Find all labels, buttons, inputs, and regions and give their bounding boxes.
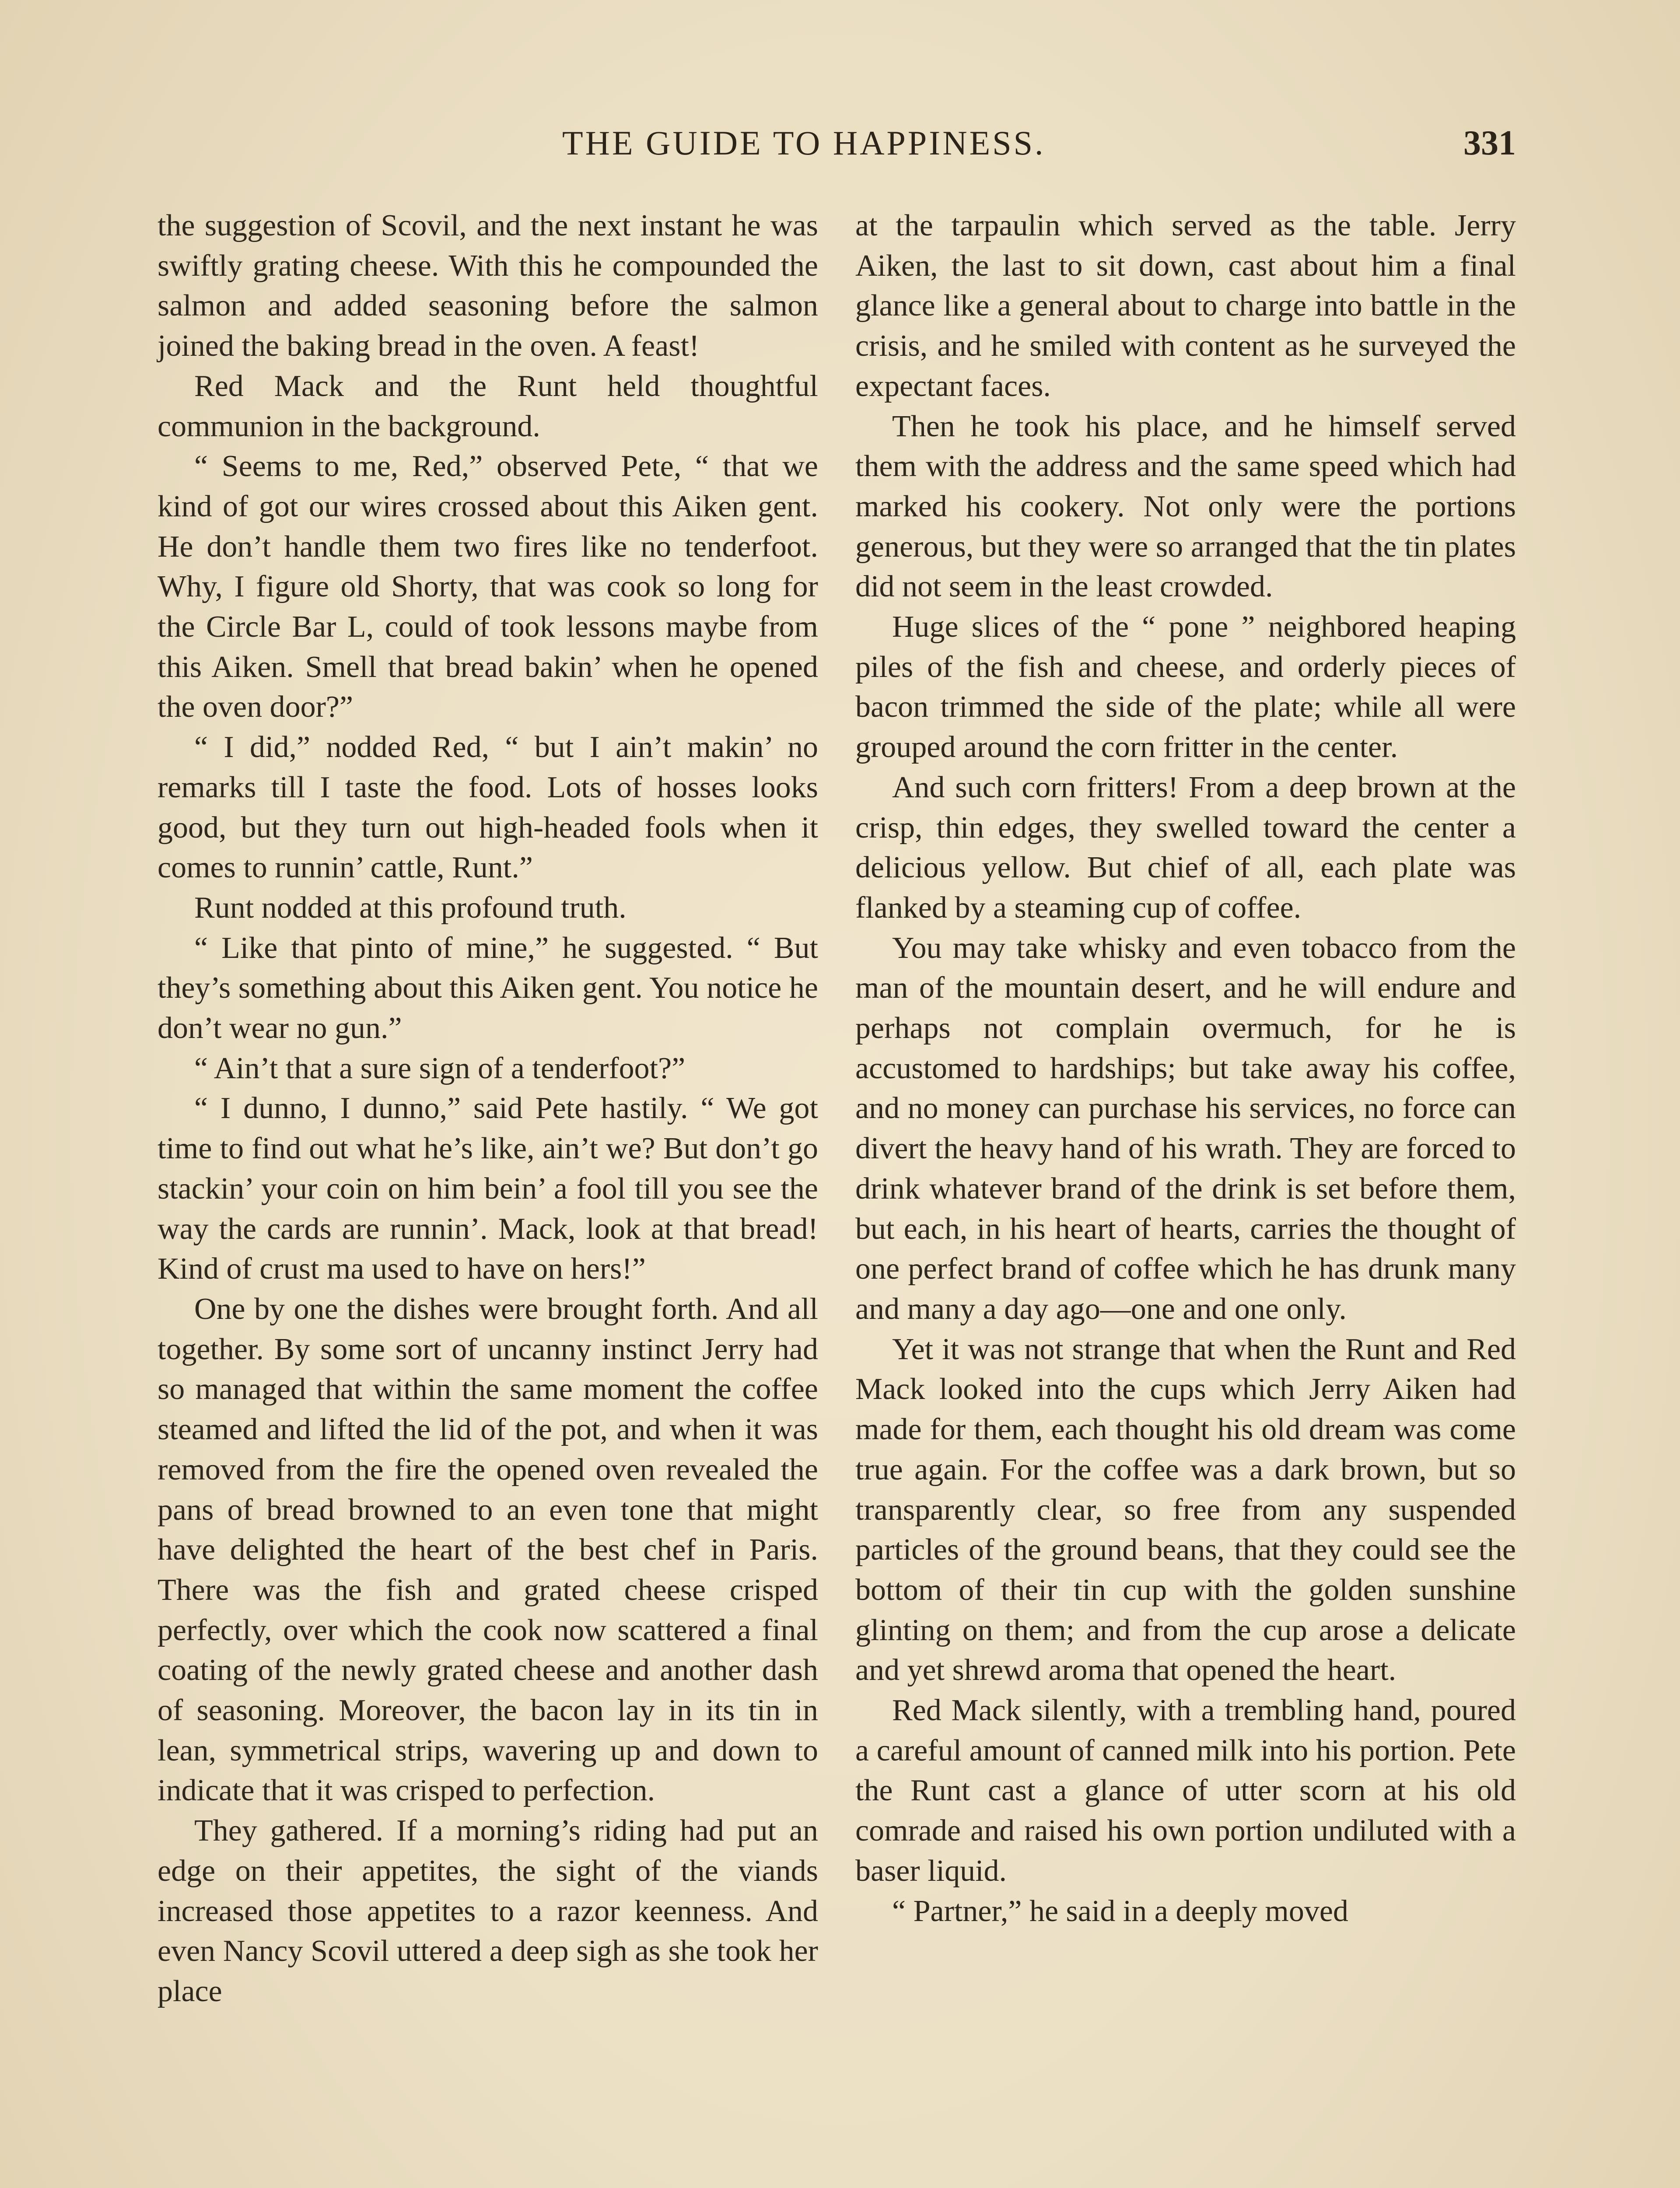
page-number: 331 [1463,124,1516,162]
paragraph: Huge slices of the “ pone ” neighbored heaping piles of the fish and cheese, and orderly pieces of bacon trimmed the side of the plate; while all were grouped around the corn fritter in the center. [855,610,1516,764]
left-text-column [158,206,818,2012]
paragraph: Red Mack and the Runt held thoughtful communion in the background. [158,369,818,443]
paragraph: “ I dunno, I dunno,” said Pete hastily. “ We got time to find out what he’s like, ain’t we? But don’t go stackin’ your coin on him bein’ a fool till you see the way the cards are runnin’. Mack, look at that bread! Kind of crust ma used to have on hers!” [158,1091,818,1286]
paragraph: One by one the dishes were brought forth. And all together. By some sort of uncanny instinct Jerry had so managed that within the same moment the coffee steamed and lifted the lid of the pot, and when it was removed from the fire the opened oven revealed the pans of bread browned to an even tone that might have delighted the heart of the best chef in Paris. There was the fish and grated cheese crisped perfectly, over which the cook now scattered a final coating of the newly grated cheese and another dash of seasoning. Moreover, the bacon lay in its tin in lean, symmetrical strips, wavering up and down to indicate that it was crisped to perfection. [158,1292,818,1808]
paragraph: at the tarpaulin which served as the table. Jerry Aiken, the last to sit down, cast about him a final glance like a general about to charge into battle in the crisis, and he smiled with content as he surveyed the expectant faces. [855,209,1516,403]
paragraph: You may take whisky and even tobacco from the man of the mountain desert, and he will endure and perhaps not complain overmuch, for he is accustomed to hardships; but take away his coffee, and no money can purchase his services, no force can divert the heavy hand of his wrath. They are forced to drink whatever brand of the drink is set before them, but each, in his heart of hearts, carries the thought of one perfect brand of coffee which he has drunk many and many a day ago—one and one only. [855,931,1516,1326]
paragraph: And such corn fritters! From a deep brown at the crisp, thin edges, they swelled toward the center a delicious yellow. But chief of all, each plate was flanked by a steaming cup of coffee. [855,770,1516,925]
paragraph: Yet it was not strange that when the Runt and Red Mack looked into the cups which Jerry Aiken had made for them, each thought his old dream was come true again. For the coffee was a dark brown, but so transparently clear, so free from any suspended particles of the ground beans, that they could see the bottom of their tin cup with the golden sunshine glinting on them; and from the cup arose a delicate and yet shrewd aroma that opened the heart. [855,1332,1516,1687]
paragraph: “ Seems to me, Red,” observed Pete, “ that we kind of got our wires crossed about this Aiken gent. He don’t handle them two fires like no tenderfoot. Why, I figure old Shorty, that was cook so long for the Circle Bar L, could of took lessons maybe from this Aiken. Smell that bread bakin’ when he opened the oven door?” [158,449,818,724]
paragraph: Runt nodded at this profound truth. [194,891,626,925]
paragraph: “ Like that pinto of mine,” he suggested. “ But they’s something about this Aiken gent. You notice he don’t wear no gun.” [158,931,818,1045]
paragraph: Then he took his place, and he himself served them with the address and the same speed which had marked his cookery. Not only were the portions generous, but they were so arranged that the tin plates did not seem in the least crowded. [855,409,1516,604]
running-head: THE GUIDE TO HAPPINESS. [562,124,1046,162]
paragraph: Red Mack silently, with a trembling hand, poured a careful amount of canned milk into his portion. Pete the Runt cast a glance of utter scorn at his old comrade and raised his own portion undiluted with a baser liquid. [855,1694,1516,1888]
page-header [160,123,1516,176]
right-text-column [855,206,1516,1931]
paragraph: “ I did,” nodded Red, “ but I ain’t makin’ no remarks till I taste the food. Lots of hosses looks good, but they turn out high-headed fools when it comes to runnin’ cattle, Runt.” [158,730,818,885]
paragraph: the suggestion of Scovil, and the next instant he was swiftly grating cheese. With this he compounded the salmon and added seasoning before the salmon joined the baking bread in the oven. A feast! [158,209,818,363]
paragraph: They gathered. If a morning’s riding had put an edge on their appetites, the sight of the viands increased those appetites to a razor keenness. And even Nancy Scovil uttered a deep sigh as she took her place [158,1814,818,2008]
paragraph: “ Partner,” he said in a deeply moved [892,1894,1348,1928]
paragraph: “ Ain’t that a sure sign of a tenderfoot?” [194,1051,686,1085]
